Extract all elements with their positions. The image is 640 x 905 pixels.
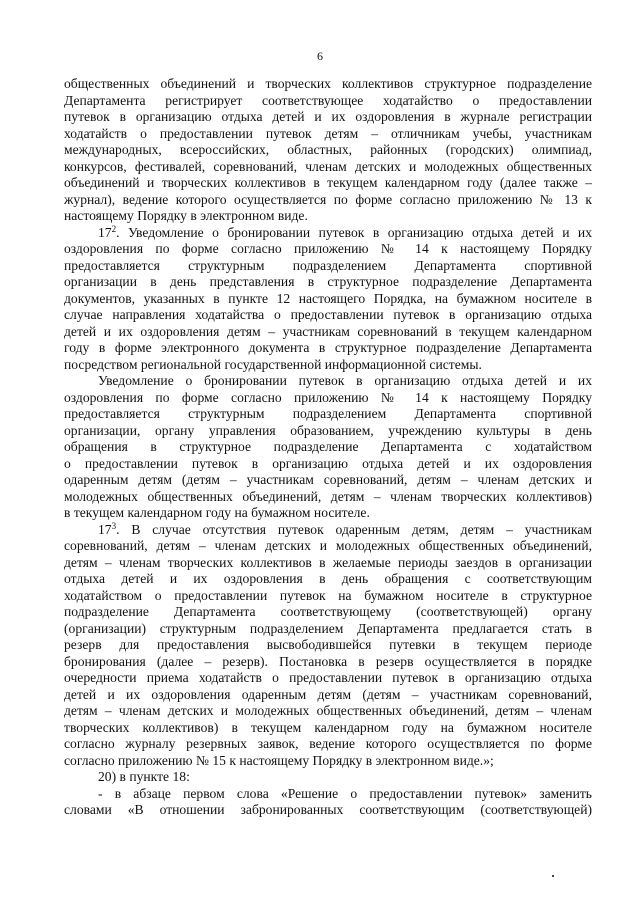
text-line: согласно журналу резервных заявок, ведение которого осуществляется по форме	[64, 736, 592, 751]
text-line: творческих коллективов) в текущем календарном году на бумажном носителе	[64, 719, 592, 735]
text-line: путевок в организацию отдыха детей и их оздоровления в журнале регистрации	[64, 109, 592, 124]
clause-text: . В случае отсутствия путевок одаренным детям, детям – участникам	[116, 521, 592, 537]
text-line: одаренным детям (детям – участникам соревнований, детям – членам детских и	[64, 472, 592, 487]
text-line: согласно приложению № 15 к настоящему Порядку в электронном виде.»;	[64, 752, 494, 768]
paragraph-item-20	[64, 769, 592, 786]
text-line: детям – членам творческих коллективов в желаемые периоды заездов в организации	[64, 554, 592, 570]
clause-number: 17	[98, 521, 112, 537]
page-number: 6	[317, 49, 323, 63]
text-line: детей и их оздоровления одаренным детям (детям – участникам соревнований,	[64, 686, 592, 702]
clause-number: 17	[98, 224, 112, 240]
text-line: посредством региональной государственной информационной системы.	[64, 356, 482, 372]
text-line: обращения в структурное подразделение Департамента с ходатайством	[64, 439, 592, 454]
paragraph-17-3	[64, 522, 592, 770]
text-line: организации в день представления в структурное подразделение Департамента	[64, 274, 592, 289]
text-line: очередности приема ходатайств о предоставлении путевок в организацию отдыха	[64, 670, 592, 685]
text-line: Департамента регистрирует соответствующее ходатайство о предоставлении	[64, 92, 592, 108]
text-line: подразделение Департамента соответствующему (соответствующей) органу	[64, 604, 592, 619]
text-line: международных, всероссийских, областных, районных (городских) олимпиад,	[64, 142, 592, 157]
text-line: соревнований, детям – членам детских и молодежных общественных объединений,	[64, 538, 592, 553]
text-line: конкурсов, фестивалей, соревнований, членам детских и молодежных общественных	[64, 158, 592, 174]
paragraph-1	[64, 76, 592, 225]
paragraph-17-2	[64, 225, 592, 374]
clause-superscript: 3	[111, 521, 117, 531]
text-line: ходатайств о предоставлении путевок детям – отличникам учебы, участникам	[64, 125, 592, 141]
text-line: - в абзаце первом слова «Решение о предоставлении путевок» заменить	[98, 785, 592, 801]
text-line: настоящему Порядку в электронном виде.	[64, 208, 308, 223]
text-line: молодежных общественных объединений, детям – членам творческих коллективов)	[64, 488, 592, 504]
text-line: оздоровления по форме согласно приложению № 14 к настоящему Порядку	[64, 241, 592, 256]
text-line: предоставляется структурным подразделением Департамента спортивной	[64, 406, 592, 421]
text-line: бронирования (далее – резерв). Постановка в резерв осуществляется в порядке	[64, 653, 592, 669]
text-line: общественных объединений и творческих коллективов структурное подразделение	[64, 76, 592, 91]
text-line: 20) в пункте 18:	[98, 769, 190, 784]
text-line: резерв для предоставления высвободившейся путевки в текущем периоде	[64, 637, 592, 652]
text-line: детей и их оздоровления детям – участникам соревнований в текущем календарном	[64, 323, 592, 339]
document-body	[64, 76, 592, 819]
text-line: объединений и творческих коллективов в текущем календарном году (далее также –	[64, 175, 592, 190]
text-line: словами «В отношении забронированных соответствующим (соответствующей)	[64, 802, 592, 817]
text-line: оздоровления по форме согласно приложению № 14 к настоящему Порядку	[64, 389, 592, 405]
text-line: в текущем календарном году на бумажном носителе.	[64, 505, 370, 520]
text-line: ходатайством о предоставлении путевок на бумажном носителе в структурное	[64, 587, 592, 603]
text-line	[64, 225, 592, 242]
text-line	[64, 522, 592, 539]
text-line: документов, указанных в пункте 12 настоящего Порядка, на бумажном носителе в	[64, 290, 592, 306]
text-line: случае направления ходатайства о предоставлении путевок в организацию отдыха	[64, 307, 592, 322]
text-line: предоставляется структурным подразделением Департамента спортивной	[64, 257, 592, 273]
paragraph-subitem	[64, 786, 592, 819]
paragraph-notification	[64, 373, 592, 522]
clause-text: . Уведомление о бронировании путевок в организацию отдыха детей и их	[116, 224, 592, 240]
text-line: журнал), ведение которого осуществляется по форме согласно приложению № 13 к	[64, 191, 592, 207]
clause-superscript: 2	[111, 224, 117, 234]
text-line: отдыха детей и их оздоровления в день обращения с соответствующим	[64, 571, 592, 586]
text-line: о предоставлении путевок в организацию отдыха детей и их оздоровления	[64, 455, 592, 471]
text-line: организации, органу управления образованием, учреждению культуры в день	[64, 422, 592, 438]
text-line: (организации) структурным подразделением Департамента предлагается стать в	[64, 620, 592, 636]
text-line: году в форме электронного документа в структурное подразделение Департамента	[64, 340, 592, 355]
text-line: Уведомление о бронировании путевок в организацию отдыха детей и их	[98, 373, 592, 388]
scan-speck	[552, 875, 554, 877]
text-line: детям – членам детских и молодежных общественных объединений, детям – членам	[64, 703, 592, 718]
